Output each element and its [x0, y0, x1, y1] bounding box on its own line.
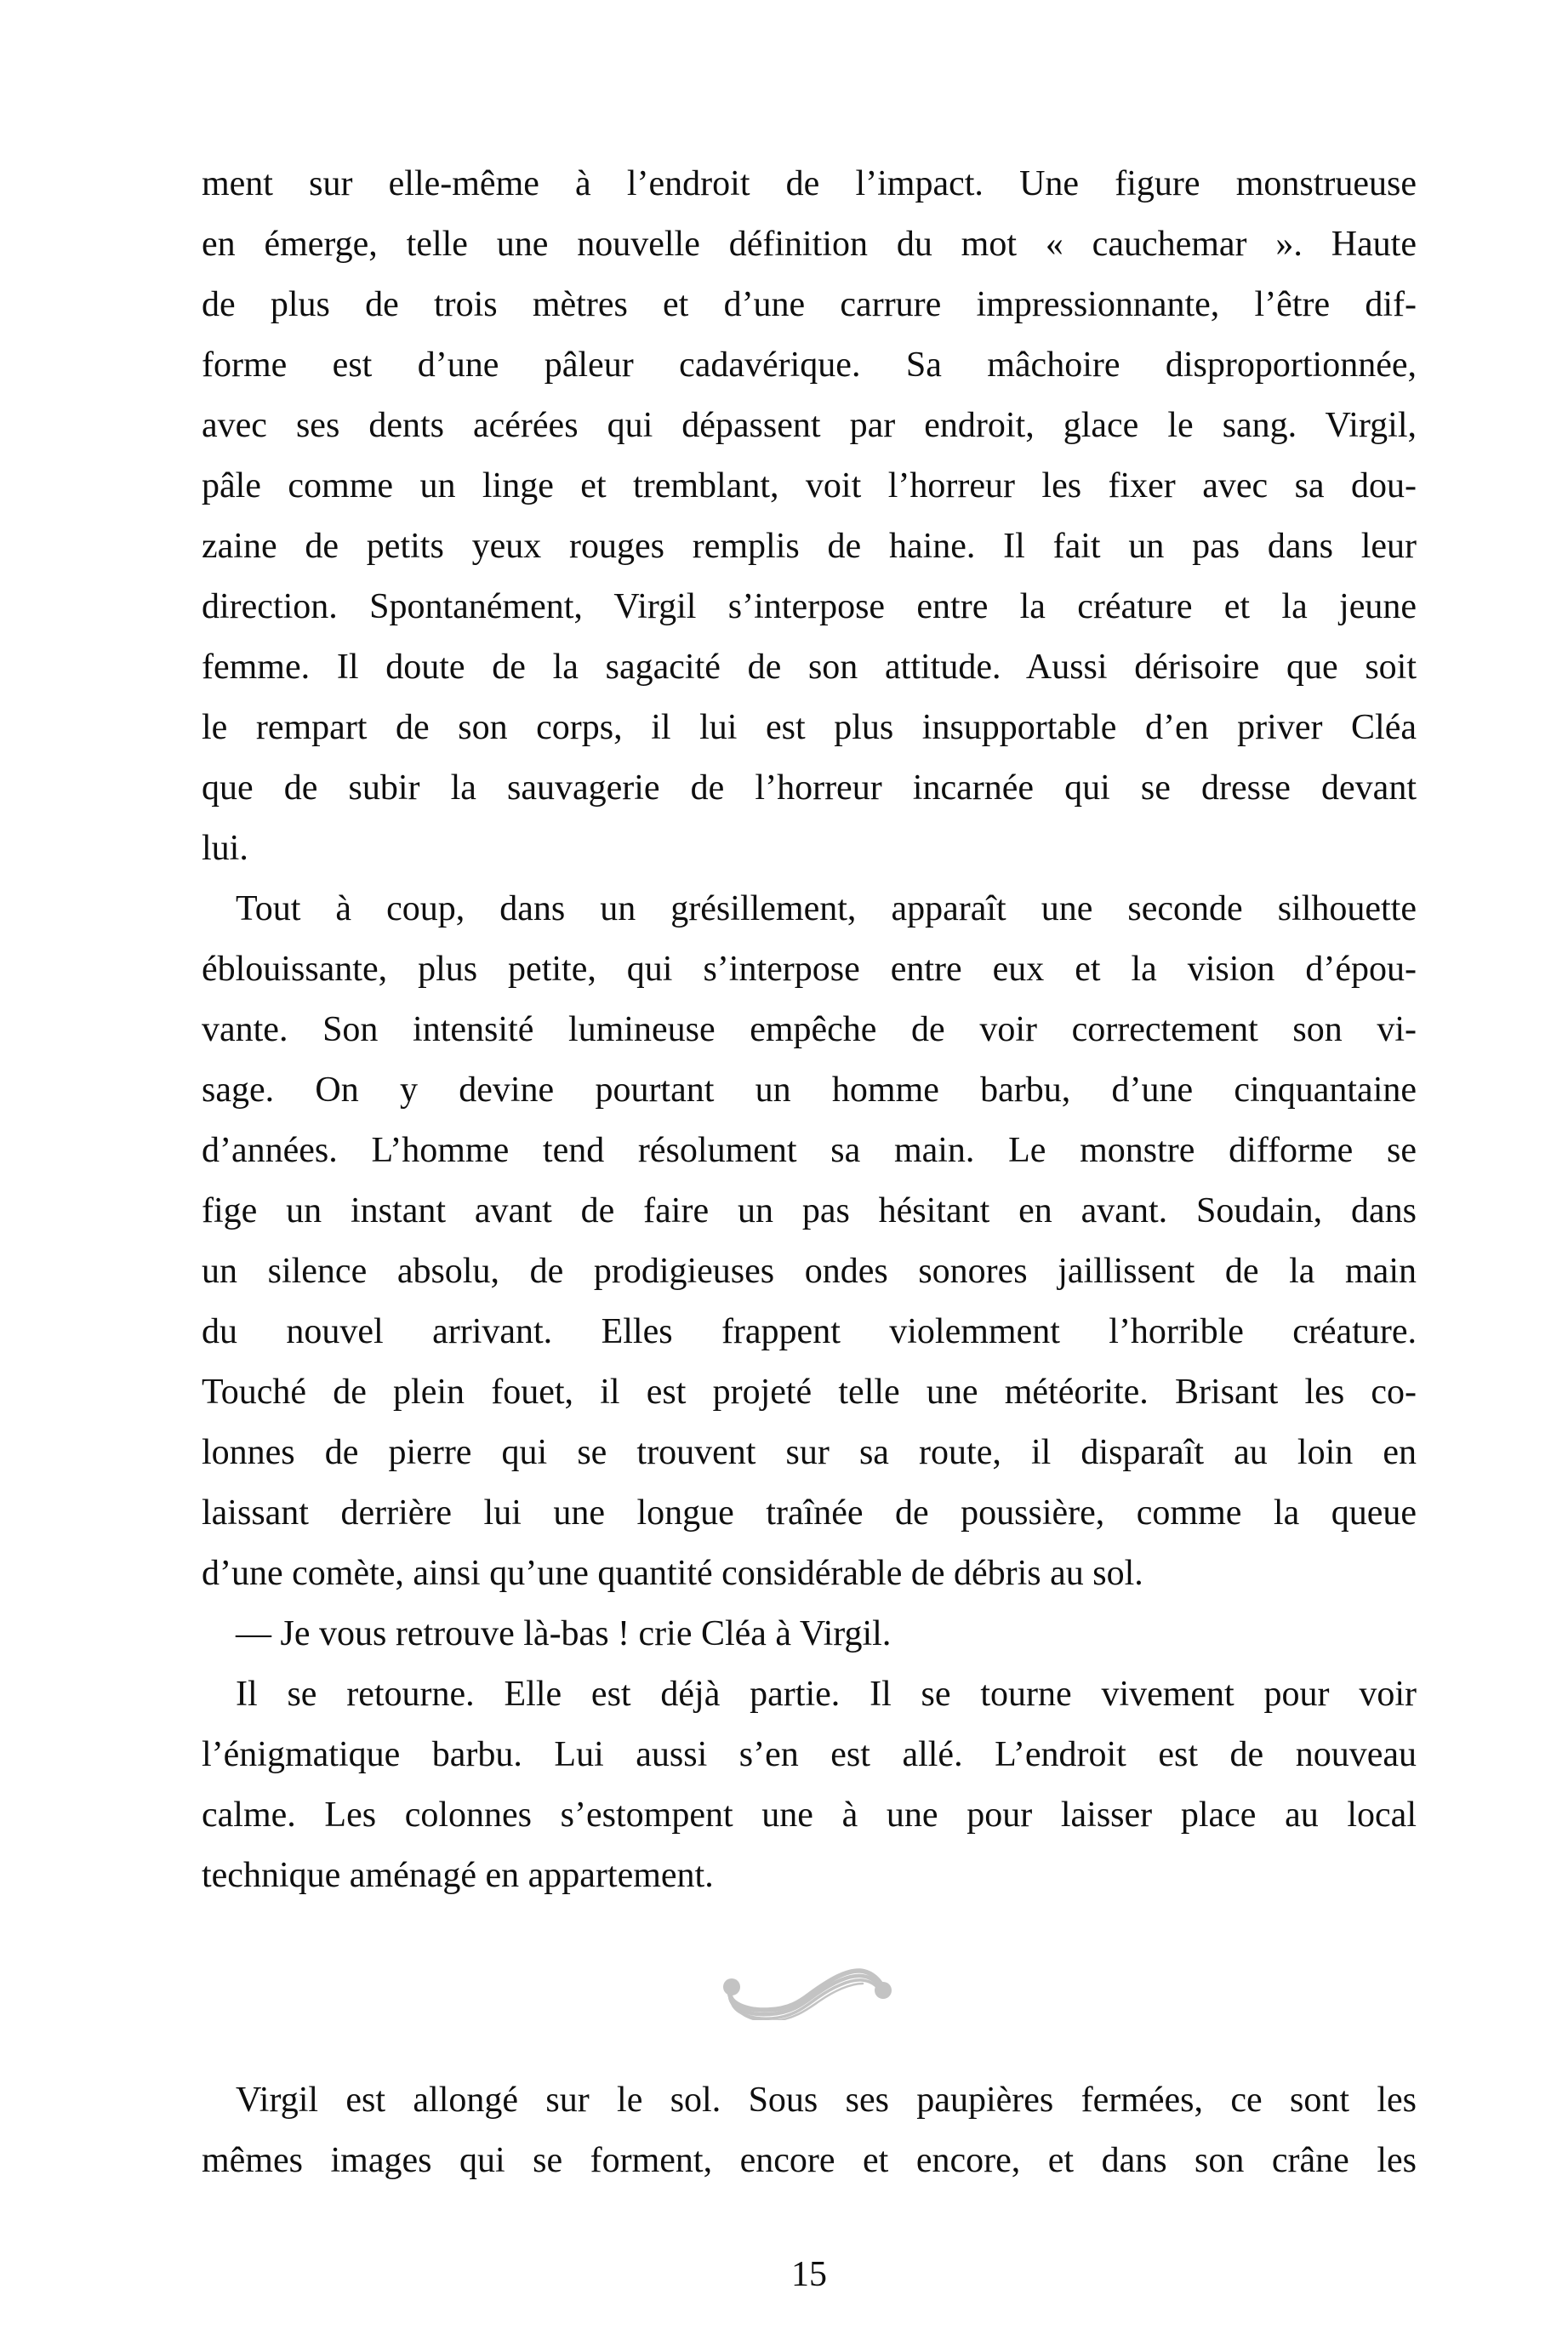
text-line: que de subir la sauvagerie de l’horreur incarnée qui se dresse devant	[202, 768, 1417, 808]
text-line: lui.	[202, 829, 248, 868]
text-line: d’une comète, ainsi qu’une quantité considérable de débris au sol.	[202, 1554, 1143, 1593]
text-line: mêmes images qui se forment, encore et encore, et dans son crâne les	[202, 2141, 1417, 2180]
text-line: lonnes de pierre qui se trouvent sur sa route, il disparaît au loin en	[202, 1433, 1417, 1472]
text-line: d’années. L’homme tend résolument sa main. Le monstre difforme se	[202, 1131, 1417, 1170]
paragraph	[202, 2070, 1417, 2191]
text-line: technique aménagé en appartement.	[202, 1856, 714, 1895]
text-line: du nouvel arrivant. Elles frappent violemment l’horrible créature.	[202, 1312, 1417, 1351]
text-line: Touché de plein fouet, il est projeté telle une météorite. Brisant les co-	[202, 1373, 1417, 1412]
text-line: de plus de trois mètres et d’une carrure impressionnante, l’être dif-	[202, 285, 1417, 324]
text-line: en émerge, telle une nouvelle définition du mot « cauchemar ». Haute	[202, 225, 1417, 264]
text-line: zaine de petits yeux rouges remplis de haine. Il fait un pas dans leur	[202, 527, 1417, 566]
paragraph	[202, 1664, 1417, 1906]
text-line: forme est d’une pâleur cadavérique. Sa mâchoire disproportionnée,	[202, 345, 1417, 385]
text-line: — Je vous retrouve là-bas ! crie Cléa à Virgil.	[236, 1614, 892, 1653]
section-1	[202, 154, 1417, 1906]
text-line: le rempart de son corps, il lui est plus insupportable d’en priver Cléa	[202, 708, 1417, 747]
page-number: 15	[791, 2255, 827, 2294]
text-line: éblouissante, plus petite, qui s’interpose entre eux et la vision d’épou-	[202, 950, 1417, 989]
text-line: fige un instant avant de faire un pas hésitant en avant. Soudain, dans	[202, 1191, 1417, 1230]
section-2	[202, 2070, 1417, 2191]
text-line: sage. On y devine pourtant un homme barbu, d’une cinquantaine	[202, 1070, 1417, 1110]
text-line: Il se retourne. Elle est déjà partie. Il se tourne vivement pour voir	[236, 1675, 1417, 1714]
text-line: direction. Spontanément, Virgil s’interpose entre la créature et la jeune	[202, 587, 1417, 626]
text-block	[202, 154, 1417, 2305]
text-line: laissant derrière lui une longue traînée de poussière, comme la queue	[202, 1493, 1417, 1533]
text-line: l’énigmatique barbu. Lui aussi s’en est allé. L’endroit est de nouveau	[202, 1735, 1417, 1774]
text-line: Virgil est allongé sur le sol. Sous ses paupières fermées, ce sont les	[236, 2081, 1417, 2120]
text-line: femme. Il doute de la sagacité de son attitude. Aussi dérisoire que soit	[202, 648, 1417, 687]
text-line: ment sur elle-même à l’endroit de l’impact. Une figure monstrueuse	[202, 164, 1417, 203]
wave-flourish-icon	[720, 1959, 898, 2020]
paragraph	[202, 154, 1417, 879]
text-line: calme. Les colonnes s’estompent une à une pour laisser place au local	[202, 1795, 1417, 1835]
ornament	[202, 1959, 1417, 2020]
text-line: avec ses dents acérées qui dépassent par endroit, glace le sang. Virgil,	[202, 406, 1417, 445]
paragraph	[202, 879, 1417, 1604]
text-line: un silence absolu, de prodigieuses ondes sonores jaillissent de la main	[202, 1252, 1417, 1291]
text-line: Tout à coup, dans un grésillement, apparaît une seconde silhouette	[236, 889, 1417, 928]
text-line: vante. Son intensité lumineuse empêche de voir correctement son vi-	[202, 1010, 1417, 1049]
text-line: pâle comme un linge et tremblant, voit l’horreur les fixer avec sa dou-	[202, 466, 1417, 505]
paragraph	[202, 1604, 1417, 1664]
